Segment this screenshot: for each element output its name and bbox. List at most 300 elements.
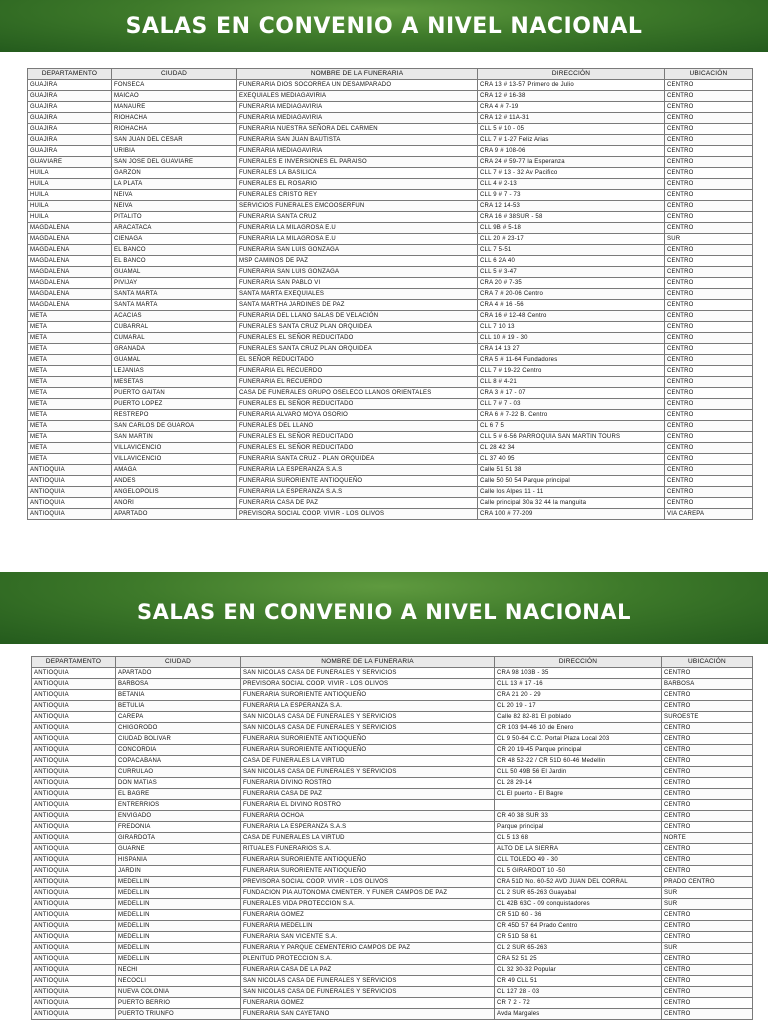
page-title-repeat: SALAS EN CONVENIO A NIVEL NACIONAL — [136, 600, 632, 624]
cell-ubicacion: CENTRO — [665, 256, 753, 267]
cell-funeraria: FUNERARIA EL RECUERDO — [237, 366, 478, 377]
cell-departamento: ANTIOQUIA — [32, 855, 116, 866]
cell-departamento: META — [28, 322, 112, 333]
cell-ciudad: EL BANCO — [112, 245, 237, 256]
cell-funeraria: SAN NICOLAS CASA DE FUNERALES Y SERVICIOS — [241, 767, 495, 778]
cell-departamento: ANTIOQUIA — [32, 965, 116, 976]
table-row — [32, 811, 753, 822]
cell-funeraria: FUNERARIA MEDIAGAVIRIA — [237, 102, 478, 113]
cell-ubicacion: CENTRO — [662, 811, 753, 822]
cell-ciudad: NEIVA — [112, 190, 237, 201]
cell-funeraria: CASA DE FUNERALES LA VIRTUD — [241, 756, 495, 767]
cell-ubicacion: CENTRO — [665, 454, 753, 465]
cell-ciudad: EL BANCO — [112, 256, 237, 267]
cell-funeraria: FUNERARIA SURORIENTE ANTIOQUEÑO — [241, 866, 495, 877]
cell-funeraria: FUNERALES VIDA PROTECCION S.A. — [241, 899, 495, 910]
column-header-ciudad: CIUDAD — [112, 69, 237, 80]
cell-ciudad: MANAURE — [112, 102, 237, 113]
cell-funeraria: FUNERARIA SAN LUIS GONZAGA — [237, 245, 478, 256]
cell-direccion: CR 7 2 - 72 — [495, 998, 662, 1009]
cell-direccion: CLL 7 # 7 - 03 — [478, 399, 665, 410]
cell-ciudad: ENVIGADO — [116, 811, 241, 822]
cell-direccion: CLL 7 # 1-27 Feliz Arias — [478, 135, 665, 146]
table-row — [28, 234, 753, 245]
cell-ubicacion: CENTRO — [665, 157, 753, 168]
cell-direccion: CL 37 40 95 — [478, 454, 665, 465]
cell-funeraria: EXEQUIALES MEDIAGAVIRIA — [237, 91, 478, 102]
cell-ciudad: NECOCLI — [116, 976, 241, 987]
cell-direccion: CRA 4 # 16 -56 — [478, 300, 665, 311]
cell-direccion: CLL 7 # 19-22 Centro — [478, 366, 665, 377]
cell-funeraria: SANTA MARTHA JARDINES DE PAZ — [237, 300, 478, 311]
cell-ubicacion: CENTRO — [665, 124, 753, 135]
cell-departamento: MAGDALENA — [28, 267, 112, 278]
cell-direccion: CR 103 94-46 10 de Enero — [495, 723, 662, 734]
cell-funeraria: FUNERALES EL ROSARIO — [237, 179, 478, 190]
cell-ubicacion: CENTRO — [662, 987, 753, 998]
cell-departamento: MAGDALENA — [28, 278, 112, 289]
agreements-table-2 — [31, 656, 753, 1020]
cell-ciudad: PUERTO TRIUNFO — [116, 1009, 241, 1020]
table-row — [28, 311, 753, 322]
column-header-direccion: DIRECCIÓN — [478, 69, 665, 80]
cell-ubicacion: SUR — [662, 888, 753, 899]
cell-departamento: HUILA — [28, 201, 112, 212]
cell-ciudad: ANGELOPOLIS — [112, 487, 237, 498]
cell-ubicacion: CENTRO — [665, 278, 753, 289]
cell-ciudad: MAICAO — [112, 91, 237, 102]
cell-direccion: CRA 100 # 77-209 — [478, 509, 665, 520]
cell-funeraria: FUNERALES SANTA CRUZ PLAN ORQUIDEA — [237, 344, 478, 355]
table-row — [28, 366, 753, 377]
cell-direccion: CRA 6 # 7-22 B. Centro — [478, 410, 665, 421]
cell-direccion: Calle 82 82-81 El poblado — [495, 712, 662, 723]
table-row — [28, 410, 753, 421]
cell-ciudad: BARBOSA — [116, 679, 241, 690]
table-row — [28, 223, 753, 234]
cell-direccion: CLL TOLEDO 49 - 30 — [495, 855, 662, 866]
column-header-ubicacion: UBICACIÓN — [662, 657, 753, 668]
cell-ciudad: VILLAVICENCIO — [112, 454, 237, 465]
cell-direccion: CL 9 50-64 C.C. Portal Plaza Local 203 — [495, 734, 662, 745]
cell-ciudad: SAN MARTIN — [112, 432, 237, 443]
cell-direccion: ALTO DE LA SIERRA — [495, 844, 662, 855]
cell-funeraria: FUNERARIA CASA DE PAZ — [241, 789, 495, 800]
cell-ubicacion: CENTRO — [662, 789, 753, 800]
cell-ubicacion: SUR — [662, 943, 753, 954]
cell-funeraria: CASA DE FUNERALES GRUPO OSELECO LLANOS ORIENTALES — [237, 388, 478, 399]
cell-departamento: META — [28, 355, 112, 366]
table-row — [28, 256, 753, 267]
cell-ciudad: LA PLATA — [112, 179, 237, 190]
table-row — [28, 179, 753, 190]
cell-departamento: ANTIOQUIA — [32, 789, 116, 800]
cell-direccion: CRA 5 # 11-64 Fundadores — [478, 355, 665, 366]
cell-funeraria: FUNERARIA OCHOA — [241, 811, 495, 822]
table-row — [32, 844, 753, 855]
cell-ubicacion: CENTRO — [665, 91, 753, 102]
cell-funeraria: FUNERALES EL SEÑOR REDUCITADO — [237, 432, 478, 443]
cell-departamento: GUAJIRA — [28, 91, 112, 102]
cell-ciudad: GUARNE — [116, 844, 241, 855]
cell-ciudad: EL BAGRE — [116, 789, 241, 800]
cell-direccion: Calle los Alpes 11 - 11 — [478, 487, 665, 498]
cell-ubicacion: CENTRO — [662, 767, 753, 778]
cell-direccion: CLL 5 # 10 - 05 — [478, 124, 665, 135]
cell-ubicacion: CENTRO — [665, 333, 753, 344]
cell-ubicacion: BARBOSA — [662, 679, 753, 690]
cell-ciudad: GARZON — [112, 168, 237, 179]
table-row — [28, 201, 753, 212]
cell-direccion: CLL 5 # 3-47 — [478, 267, 665, 278]
cell-departamento: META — [28, 344, 112, 355]
column-header-funeraria: NOMBRE DE LA FUNERARIA — [237, 69, 478, 80]
cell-ciudad: ANDES — [112, 476, 237, 487]
cell-departamento: ANTIOQUIA — [28, 487, 112, 498]
table-row — [32, 679, 753, 690]
table-row — [32, 855, 753, 866]
cell-ciudad: ACACIAS — [112, 311, 237, 322]
cell-ubicacion: CENTRO — [665, 113, 753, 124]
cell-direccion: CLL 8 # 4-21 — [478, 377, 665, 388]
table-row — [28, 102, 753, 113]
cell-departamento: ANTIOQUIA — [32, 910, 116, 921]
cell-funeraria: CASA DE FUNERALES LA VIRTUD — [241, 833, 495, 844]
table-row — [28, 509, 753, 520]
cell-funeraria: MSP CAMINOS DE PAZ — [237, 256, 478, 267]
cell-departamento: HUILA — [28, 212, 112, 223]
cell-ubicacion: CENTRO — [665, 80, 753, 91]
cell-departamento: META — [28, 399, 112, 410]
cell-funeraria: SAN NICOLAS CASA DE FUNERALES Y SERVICIOS — [241, 668, 495, 679]
cell-direccion — [495, 800, 662, 811]
cell-ubicacion: CENTRO — [665, 168, 753, 179]
table-row — [32, 734, 753, 745]
cell-departamento: ANTIOQUIA — [32, 778, 116, 789]
cell-ciudad: GUAMAL — [112, 355, 237, 366]
table-row — [32, 767, 753, 778]
cell-ubicacion: CENTRO — [662, 855, 753, 866]
cell-funeraria: PLENITUD PROTECCION S.A. — [241, 954, 495, 965]
cell-departamento: HUILA — [28, 179, 112, 190]
column-header-ciudad: CIUDAD — [116, 657, 241, 668]
cell-funeraria: FUNERARIA NUESTRA SEÑORA DEL CARMEN — [237, 124, 478, 135]
cell-ubicacion: SUR — [665, 234, 753, 245]
cell-ubicacion: CENTRO — [662, 921, 753, 932]
cell-ciudad: JARDIN — [116, 866, 241, 877]
cell-ubicacion: CENTRO — [662, 965, 753, 976]
table-row — [32, 899, 753, 910]
table-row — [32, 701, 753, 712]
table-row — [28, 190, 753, 201]
cell-funeraria: FUNERALES E INVERSIONES EL PARAISO — [237, 157, 478, 168]
cell-departamento: MAGDALENA — [28, 245, 112, 256]
cell-departamento: META — [28, 454, 112, 465]
table-row — [28, 388, 753, 399]
cell-funeraria: EL SEÑOR REDUCITADO — [237, 355, 478, 366]
cell-ciudad: MEDELLIN — [116, 921, 241, 932]
table-row — [28, 421, 753, 432]
table-row — [32, 976, 753, 987]
cell-departamento: META — [28, 366, 112, 377]
cell-ubicacion: SUR — [662, 899, 753, 910]
cell-funeraria: PREVISORA SOCIAL COOP. VIVIR - LOS OLIVOS — [241, 877, 495, 888]
cell-ciudad: ANORI — [112, 498, 237, 509]
cell-ciudad: GIRARDOTA — [116, 833, 241, 844]
cell-direccion: CRA 12 # 11A-31 — [478, 113, 665, 124]
cell-direccion: CRA 12 # 16-38 — [478, 91, 665, 102]
column-header-funeraria: NOMBRE DE LA FUNERARIA — [241, 657, 495, 668]
cell-ciudad: PITALITO — [112, 212, 237, 223]
page-banner-bottom — [0, 572, 768, 644]
cell-direccion: CL El puerto - El Bagre — [495, 789, 662, 800]
cell-ubicacion: SUROESTE — [662, 712, 753, 723]
cell-departamento: ANTIOQUIA — [28, 509, 112, 520]
cell-ubicacion: CENTRO — [665, 223, 753, 234]
cell-direccion: CRA 21 20 - 29 — [495, 690, 662, 701]
cell-departamento: GUAJIRA — [28, 146, 112, 157]
cell-ubicacion: CENTRO — [662, 745, 753, 756]
cell-ciudad: MEDELLIN — [116, 932, 241, 943]
cell-departamento: ANTIOQUIA — [32, 1009, 116, 1020]
cell-departamento: META — [28, 311, 112, 322]
cell-funeraria: FUNERARIA LA ESPERANZA S.A.S — [237, 465, 478, 476]
table-row — [32, 833, 753, 844]
table-row — [28, 355, 753, 366]
cell-direccion: Parque principal — [495, 822, 662, 833]
cell-departamento: META — [28, 377, 112, 388]
cell-direccion: Avda Margales — [495, 1009, 662, 1020]
cell-ciudad: PIVIJAY — [112, 278, 237, 289]
cell-departamento: META — [28, 333, 112, 344]
cell-funeraria: FUNERARIA GOMEZ — [241, 998, 495, 1009]
cell-direccion: CRA 3 # 17 - 07 — [478, 388, 665, 399]
cell-funeraria: PREVISORA SOCIAL COOP. VIVIR - LOS OLIVOS — [237, 509, 478, 520]
cell-ciudad: ENTRERRIOS — [116, 800, 241, 811]
cell-ubicacion: CENTRO — [665, 267, 753, 278]
cell-ubicacion: CENTRO — [662, 668, 753, 679]
table-row — [32, 965, 753, 976]
cell-direccion: CLL 6 2A 40 — [478, 256, 665, 267]
cell-direccion: CLL 10 # 19 - 30 — [478, 333, 665, 344]
cell-direccion: CRA 98 103B - 35 — [495, 668, 662, 679]
cell-departamento: ANTIOQUIA — [32, 921, 116, 932]
cell-departamento: ANTIOQUIA — [32, 888, 116, 899]
cell-ciudad: ARACATACA — [112, 223, 237, 234]
cell-ciudad: LEJANIAS — [112, 366, 237, 377]
cell-funeraria: FUNERARIA LA ESPERANZA S.A.S — [237, 487, 478, 498]
cell-ciudad: URIBIA — [112, 146, 237, 157]
cell-funeraria: FUNERARIA CASA DE LA PAZ — [241, 965, 495, 976]
table-row — [28, 91, 753, 102]
cell-ubicacion: CENTRO — [665, 465, 753, 476]
cell-ciudad: SANTA MARTA — [112, 300, 237, 311]
cell-ubicacion: CENTRO — [662, 866, 753, 877]
cell-funeraria: FUNERARIA LA MILAGROSA E.U — [237, 223, 478, 234]
cell-ciudad: CHIGORODO — [116, 723, 241, 734]
cell-ciudad: CUBARRAL — [112, 322, 237, 333]
page-banner-top — [0, 0, 768, 52]
cell-funeraria: FUNERALES LA BASILICA — [237, 168, 478, 179]
cell-funeraria: FUNERARIA MEDIAGAVIRIA — [237, 113, 478, 124]
cell-ciudad: SAN CARLOS DE GUAROA — [112, 421, 237, 432]
cell-ciudad: MEDELLIN — [116, 899, 241, 910]
cell-funeraria: FUNERARIA SANTA CRUZ — [237, 212, 478, 223]
table-row — [28, 443, 753, 454]
cell-funeraria: FUNERARIA GOMEZ — [241, 910, 495, 921]
cell-funeraria: FUNERARIA SAN VICENTE S.A. — [241, 932, 495, 943]
cell-departamento: ANTIOQUIA — [32, 932, 116, 943]
sheet-bottom — [0, 644, 768, 1024]
cell-ubicacion: CENTRO — [662, 954, 753, 965]
cell-ubicacion: VIA CAREPA — [665, 509, 753, 520]
cell-direccion: CRA 16 # 12-48 Centro — [478, 311, 665, 322]
cell-funeraria: PREVISORA SOCIAL COOP. VIVIR - LOS OLIVOS — [241, 679, 495, 690]
cell-ubicacion: CENTRO — [662, 778, 753, 789]
cell-ciudad: AMAGA — [112, 465, 237, 476]
cell-direccion: CL 2 SUR 65-263 — [495, 943, 662, 954]
cell-ubicacion: CENTRO — [665, 498, 753, 509]
cell-direccion: CRA 16 # 38SUR - 58 — [478, 212, 665, 223]
agreements-table-1 — [27, 68, 753, 520]
cell-departamento: HUILA — [28, 168, 112, 179]
cell-ciudad: CURRULAO — [116, 767, 241, 778]
cell-direccion: CL 2 SUR 65-263 Guayabal — [495, 888, 662, 899]
cell-ubicacion: CENTRO — [665, 410, 753, 421]
cell-ubicacion: CENTRO — [662, 800, 753, 811]
table-row — [28, 476, 753, 487]
cell-ubicacion: CENTRO — [665, 377, 753, 388]
cell-departamento: ANTIOQUIA — [28, 465, 112, 476]
cell-ciudad: MESETAS — [112, 377, 237, 388]
cell-departamento: META — [28, 443, 112, 454]
table-row — [28, 267, 753, 278]
cell-departamento: MAGDALENA — [28, 256, 112, 267]
cell-direccion: CR 48 52-22 / CR 51D 60-46 Medellin — [495, 756, 662, 767]
cell-departamento: ANTIOQUIA — [32, 877, 116, 888]
table-header-row — [28, 69, 753, 80]
cell-ubicacion: CENTRO — [662, 822, 753, 833]
cell-funeraria: SANTA MARTA EXEQUIALES — [237, 289, 478, 300]
cell-ciudad: COPACABANA — [116, 756, 241, 767]
cell-direccion: CLL 7 # 13 - 32 Av Pacifico — [478, 168, 665, 179]
column-header-departamento: DEPARTAMENTO — [28, 69, 112, 80]
page-title: SALAS EN CONVENIO A NIVEL NACIONAL — [125, 13, 643, 39]
cell-ubicacion: CENTRO — [665, 201, 753, 212]
cell-departamento: ANTIOQUIA — [32, 734, 116, 745]
cell-ciudad: CUMARAL — [112, 333, 237, 344]
table-row — [32, 690, 753, 701]
cell-ciudad: MEDELLIN — [116, 943, 241, 954]
cell-direccion: CLL 20 # 23-17 — [478, 234, 665, 245]
cell-direccion: CR 51D 58 61 — [495, 932, 662, 943]
cell-direccion: CL 42B 63C - 09 conquistadores — [495, 899, 662, 910]
cell-ciudad: APARTADO — [112, 509, 237, 520]
cell-departamento: ANTIOQUIA — [32, 679, 116, 690]
cell-funeraria: FUNERALES SANTA CRUZ PLAN ORQUIDEA — [237, 322, 478, 333]
cell-direccion: CLL 7 10 13 — [478, 322, 665, 333]
cell-direccion: Calle principal 30a 32 44 la manguita — [478, 498, 665, 509]
cell-ciudad: SAN JUAN DEL CESAR — [112, 135, 237, 146]
cell-funeraria: FUNERALES EL SEÑOR REDUCITADO — [237, 333, 478, 344]
cell-departamento: ANTIOQUIA — [32, 690, 116, 701]
cell-ubicacion: CENTRO — [665, 322, 753, 333]
cell-departamento: ANTIOQUIA — [32, 822, 116, 833]
cell-direccion: CL 20 19 - 17 — [495, 701, 662, 712]
cell-ubicacion: CENTRO — [665, 388, 753, 399]
cell-departamento: GUAJIRA — [28, 135, 112, 146]
cell-ciudad: BETANIA — [116, 690, 241, 701]
cell-direccion: CR 49 CLL 51 — [495, 976, 662, 987]
cell-direccion: CLL 5 # 6-56 PARROQUIA SAN MARTIN TOURS — [478, 432, 665, 443]
table-body-2 — [32, 668, 753, 1020]
table-row — [32, 866, 753, 877]
table-row — [28, 432, 753, 443]
cell-funeraria: FUNERALES CRISTO REY — [237, 190, 478, 201]
cell-departamento: ANTIOQUIA — [32, 767, 116, 778]
cell-ubicacion: CENTRO — [662, 701, 753, 712]
cell-direccion: CRA 24 # 59-77 la Esperanza — [478, 157, 665, 168]
cell-departamento: ANTIOQUIA — [32, 976, 116, 987]
cell-direccion: CRA 9 # 108-06 — [478, 146, 665, 157]
cell-departamento: ANTIOQUIA — [32, 712, 116, 723]
cell-ubicacion: CENTRO — [662, 734, 753, 745]
cell-funeraria: FUNERARIA EL RECUERDO — [237, 377, 478, 388]
cell-funeraria: SAN NICOLAS CASA DE FUNERALES Y SERVICIOS — [241, 723, 495, 734]
cell-direccion: CLL 9 # 7 - 73 — [478, 190, 665, 201]
cell-ciudad: MEDELLIN — [116, 954, 241, 965]
table-row — [32, 800, 753, 811]
cell-funeraria: SAN NICOLAS CASA DE FUNERALES Y SERVICIOS — [241, 712, 495, 723]
cell-departamento: MAGDALENA — [28, 234, 112, 245]
cell-ciudad: SAN JOSE DEL GUAVIARE — [112, 157, 237, 168]
cell-direccion: CLL 7 5-51 — [478, 245, 665, 256]
cell-ubicacion: CENTRO — [662, 844, 753, 855]
table-row — [32, 668, 753, 679]
cell-funeraria: FUNERALES EL SEÑOR REDUCITADO — [237, 399, 478, 410]
cell-funeraria: SAN NICOLAS CASA DE FUNERALES Y SERVICIOS — [241, 987, 495, 998]
table-row — [28, 377, 753, 388]
cell-departamento: META — [28, 421, 112, 432]
cell-ciudad: APARTADO — [116, 668, 241, 679]
table-row — [32, 822, 753, 833]
cell-ubicacion: CENTRO — [665, 311, 753, 322]
table-row — [28, 157, 753, 168]
table-row — [32, 910, 753, 921]
cell-ciudad: CIUDAD BOLIVAR — [116, 734, 241, 745]
table-row — [28, 300, 753, 311]
cell-direccion: CRA 12 14-53 — [478, 201, 665, 212]
cell-ciudad: DON MATIAS — [116, 778, 241, 789]
cell-ciudad: NUEVA COLONIA — [116, 987, 241, 998]
table-row — [32, 998, 753, 1009]
table-row — [32, 943, 753, 954]
cell-ciudad: GUAMAL — [112, 267, 237, 278]
cell-ubicacion: CENTRO — [665, 344, 753, 355]
table-row — [28, 487, 753, 498]
cell-funeraria: FUNERALES DEL LLANO — [237, 421, 478, 432]
cell-ubicacion: NORTE — [662, 833, 753, 844]
cell-funeraria: FUNERARIA MEDIAGAVIRIA — [237, 146, 478, 157]
cell-ubicacion: CENTRO — [665, 179, 753, 190]
cell-funeraria: FUNERARIA SURORIENTE ANTIOQUEÑO — [237, 476, 478, 487]
cell-ubicacion: CENTRO — [665, 443, 753, 454]
cell-departamento: ANTIOQUIA — [32, 844, 116, 855]
table-header-row — [32, 657, 753, 668]
cell-direccion: CLL 9B # 5-18 — [478, 223, 665, 234]
cell-direccion: CLL 4 # 2-13 — [478, 179, 665, 190]
cell-departamento: HUILA — [28, 190, 112, 201]
